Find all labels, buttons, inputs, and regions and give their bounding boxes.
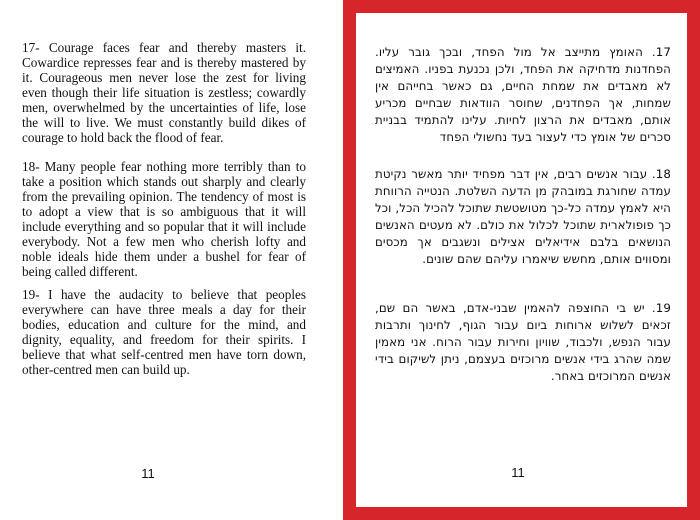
- paragraph-17-hebrew: 17. האומץ מתייצב אל מול הפחד, ובכך גובר עליו. הפחדנות מדחיקה את הפחד, ולכן נכנעת בפניו. האמיצים לא מאבדים את שמחת החיים, גם כאשר בחייהם אין שמחות, אך הפחדנים, שחוסר הוודאות שבחיים מכריע אותם, מאבדים את הרצון לחיות. עלינו להתמיד בבניית סכרים של אומץ כדי לעצור בעד נחשולי הפחד: [375, 45, 671, 144]
- paragraph-17-english: 17- Courage faces fear and thereby masters it. Cowardice represses fear and is thereby mastered by it. Courageous men never lose the zest for living even though their life situation is zestless; cowardly men, overwhelmed by the uncertainties of life, lose the will to live. We must constantly build dikes of courage to hold back the flood of fear.: [22, 40, 306, 145]
- paragraph-19-hebrew: 19. יש בי החוצפה להאמין שבני-אדם, באשר הם שם, זכאים לשלוש ארוחות ביום עבור הגוף, לחינוך ותרבות עבור הנפש, ולכבוד, שוויון וחירות עבור הרוח. אני מאמין שמה שהרג בידי אנשים מרוכזים בעצמם, ניתן לשיקום בידי אנשים המרוכזים באחר.: [375, 301, 671, 383]
- paragraph-18-hebrew: 18. עבור אנשים רבים, אין דבר מפחיד יותר מאשר נקיטת עמדה שחורגת במובהק מן הדעה השלטת. הנטייה הרווחת היא לאמץ עמדה כל-כך מטושטשת שתוכל להכיל הכל, וכל כך פופולארית שתוכל לכלול את כולם. לא מעטים האנשים הנושאים בלבם אידיאלים אצילים ונשגבים אך מכסים ומסווים אותם, מחשש שיאמרו עליהם שהם שונים.: [375, 167, 671, 266]
- right-page-hebrew-red-border: [343, 0, 700, 520]
- left-page-english: [0, 0, 343, 520]
- right-page-inner: [356, 13, 687, 507]
- paragraph-19-english: 19- I have the audacity to believe that peoples everywhere can have three meals a day for their bodies, education and culture for the mind, and dignity, equality, and freedom for their spirits. I believe that what self-centred men have torn down, other-centred men can build up.: [22, 287, 306, 377]
- page-number-left: 11: [141, 466, 155, 481]
- paragraph-18-english: 18- Many people fear nothing more terribly than to take a position which stands out sharply and clearly from the prevailing opinion. The tendency of most is to adopt a view that is so ambiguous that it will include everything and so popular that it will include everybody. Not a few men who cherish lofty and noble ideals hide them under a bushel for fear of being called different.: [22, 159, 306, 279]
- page-number-right: 11: [511, 465, 525, 480]
